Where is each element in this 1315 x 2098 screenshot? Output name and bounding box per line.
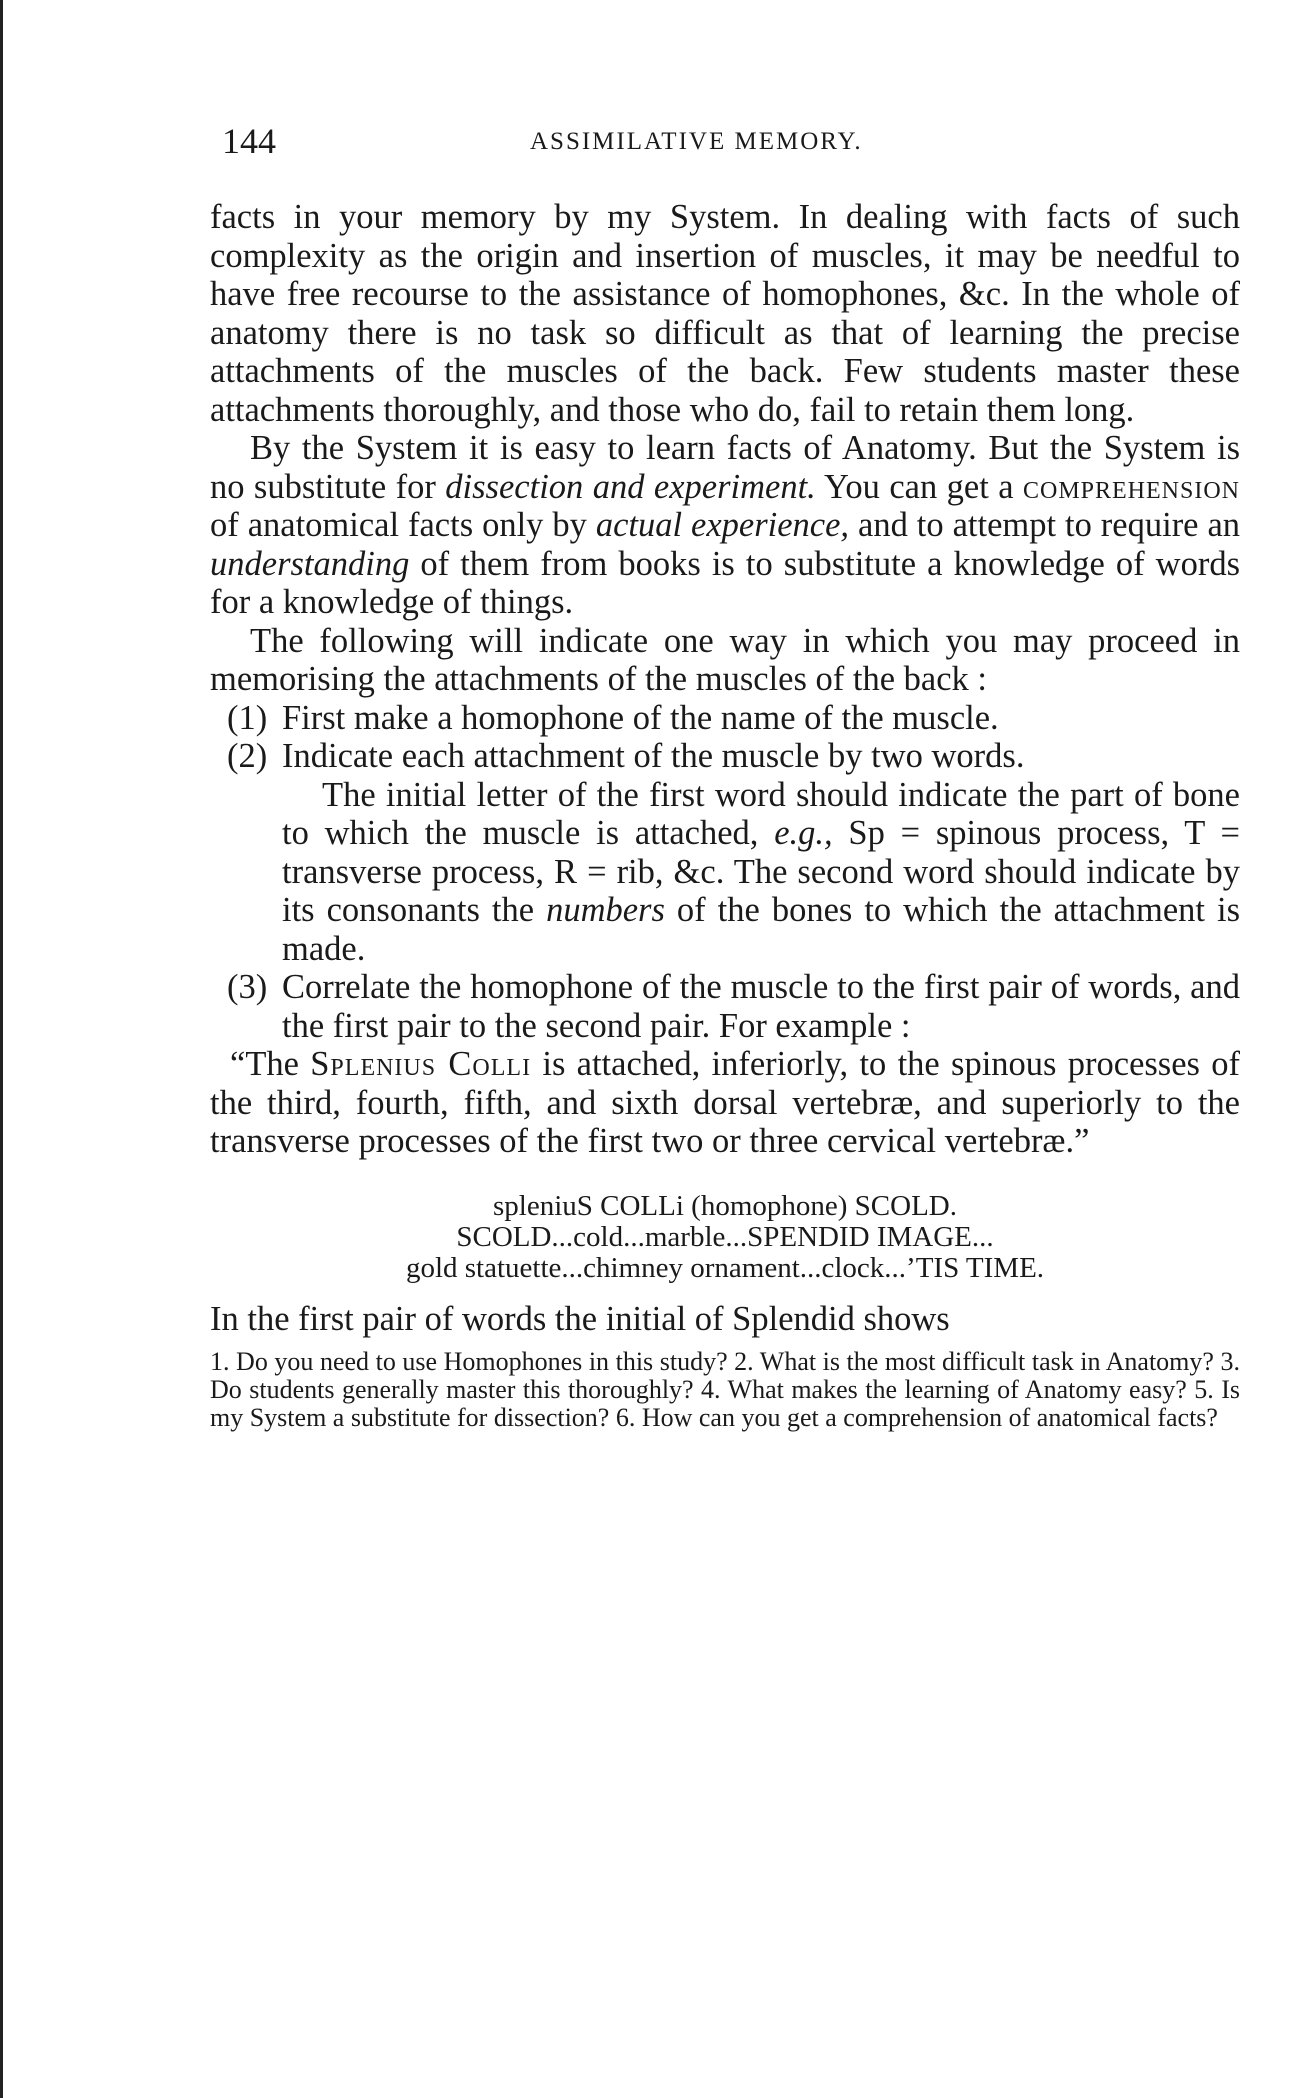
page-edge <box>0 0 3 2098</box>
running-title: ASSIMILATIVE MEMORY. <box>530 128 863 155</box>
paragraph-2: By the System it is easy to learn facts of Anatomy. But the System is no substitute for dissection and experiment. You can get a comprehension of anatomical facts only by actual experience, and to attempt to require an understanding of them from books is to substitute a knowledge of words for a knowledge of things. <box>210 429 1241 621</box>
quotation: “The Splenius Colli is attached, inferiorly, to the spinous processes of the third, fourth, fifth, and sixth dorsal vertebræ, and superiorly to the transverse processes of the first two or three cervical vertebræ.” <box>210 1045 1241 1160</box>
paragraph-4: In the first pair of words the initial of Splendid shows <box>210 1299 950 1338</box>
book-page <box>210 110 1240 1432</box>
review-questions: 1. Do you need to use Homophones in this study? 2. What is the most difficult task in Anatomy? 3. Do students generally master this thoroughly? 4. What makes the learning of Anatomy easy? 5. Is my System a substitute for dissection? 6. How can you get a comprehension of anatomical facts? <box>210 1347 1240 1432</box>
paragraph-1: facts in your memory by my System. In dealing with facts of such complexity as the origin and insertion of muscles, it may be needful to have free recourse to the assistance of homophones, &c. In the whole of anatomy there is no task so difficult as that of learning the precise attachments of the muscles of the back. Few students master these attachments thoroughly, and those who do, fail to retain them long. <box>210 198 1240 429</box>
list-item: (3) Correlate the homophone of the muscle to the first pair of words, and the first pair to the second pair. For example : <box>227 968 1240 1045</box>
page-header <box>210 110 1240 170</box>
page-number: 144 <box>222 121 276 161</box>
list-item: (1) First make a homophone of the name of the muscle. <box>227 698 999 737</box>
mnemonic-line: SCOLD...cold...marble...SPENDID IMAGE... <box>456 1220 994 1253</box>
mnemonic-chain <box>210 1191 1240 1284</box>
steps-list <box>227 698 1240 1046</box>
page-body <box>210 198 1240 1432</box>
list-item-detail: The initial letter of the first word should indicate the part of bone to which the muscle is attached, e.g., Sp = spinous process, T = transverse process, R = rib, &c. The second word should indicate by its consonants the numbers of the bones to which the attachment is made. <box>282 775 1240 968</box>
paragraph-3: The following will indicate one way in which you may proceed in memorising the attachments of the muscles of the back : <box>210 621 1240 698</box>
mnemonic-line: spleniuS COLLi (homophone) SCOLD. <box>493 1189 957 1222</box>
mnemonic-line: gold statuette...chimney ornament...clock...’TIS TIME. <box>405 1251 1045 1284</box>
list-item: (2) Indicate each attachment of the muscle by two words. <box>227 737 1025 775</box>
